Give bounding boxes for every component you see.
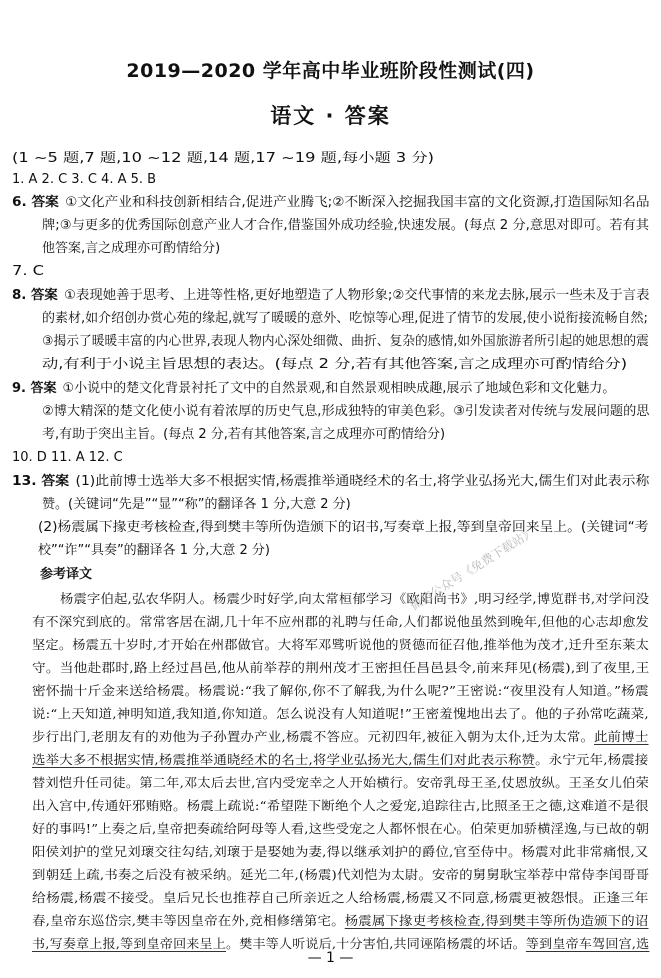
translation-line xyxy=(32,705,649,722)
page-subtitle: 语文 · 答案 xyxy=(270,104,391,128)
translation-line xyxy=(32,866,649,883)
translation-line xyxy=(32,843,648,860)
translation-line xyxy=(60,590,649,607)
answer-text: ①表现她善于思考、上进等性格,更好地塑造了人物形象;②交代事情的来龙去脉,展示一些未及于言表 xyxy=(63,288,650,303)
translation-text: 书,写奏章上报,等到皇帝回来呈上。樊丰等人听说后,十分害怕,共同诬陷杨震的坏话。等到皇帝车驾回宫,选 xyxy=(32,936,650,951)
answer-line xyxy=(42,426,445,443)
answer-label: 13. 答案 xyxy=(12,474,70,489)
answer-text: 动,有利于小说主旨思想的表达。(每点 2 分,若有其他答案,言之成理亦可酌情给分) xyxy=(42,357,628,372)
underlined-phrase: 选举大多不根据实情,杨震推举通晓经术的名士,将学业弘扬光大,儒生们对此表示称赞 xyxy=(32,752,536,767)
answer-line xyxy=(12,380,615,397)
answer-label: 6. 答案 xyxy=(12,195,59,210)
answer-text: 校”“诈”“具奏”的翻译各 1 分,大意 2 分) xyxy=(38,543,270,558)
answer-line xyxy=(42,496,351,513)
translation-text: 密怀揣十斤金来送给杨震。杨震说:“我了解你,你不了解我,为什么呢?”王密说:“夜里没有人知道。”杨震 xyxy=(32,683,649,698)
answer-text: ②博大精深的楚文化使小说有着浓厚的历史气息,形成独特的审美色彩。③引发读者对传统与发展问题的思 xyxy=(42,404,650,419)
underlined-phrase: 杨震属下掾吏考核检查,得到樊丰等所伪造颁下的诏 xyxy=(344,913,649,928)
answer-line xyxy=(12,263,44,280)
translation-text: 春,皇帝东巡岱宗,樊丰等因皇帝在外,竞相修缮第宅。杨震属下掾吏考核检查,得到樊丰等所伪造颁下的诏 xyxy=(32,913,649,928)
answer-line xyxy=(40,566,92,583)
answer-text: 考,有助于突出主旨。(每点 2 分,若有其他答案,言之成理亦可酌情给分) xyxy=(42,427,446,442)
answer-text: ①小说中的楚文化背景衬托了文中的自然景观,和自然景观相映成趣,展示了地域色彩和文化魅力。 xyxy=(62,381,616,396)
answer-line xyxy=(38,519,649,536)
translation-text: 说:“上天知道,神明知道,我知道,你知道。怎么说没有人知道呢!”王密羞愧地出去了。他的子孙常吃蔬菜, xyxy=(32,706,649,721)
answer-line xyxy=(42,217,649,234)
answer-label: 9. 答案 xyxy=(12,381,57,396)
answer-line xyxy=(42,240,220,257)
watermark: 微信公众号《免费下载站》 xyxy=(407,524,538,614)
answer-line xyxy=(12,171,156,188)
answer-line xyxy=(12,449,123,466)
translation-line xyxy=(32,613,649,630)
underlined-phrase: 等到皇帝车驾回宫,选 xyxy=(525,936,650,951)
translation-text: 守。当他赴郡时,路上经过昌邑,他从前举荐的荆州茂才王密担任昌邑县令,前来拜见(杨震),到了夜里,王 xyxy=(32,660,650,675)
translation-line xyxy=(32,889,649,906)
page-number: — 1 — xyxy=(307,950,354,966)
page-title: 2019—2020 学年高中毕业班阶段性测试(四) xyxy=(126,60,535,82)
translation-text: 给杨震,杨震不接受。皇后兄长也推荐自己所亲近之人给杨震,杨震又不同意,杨震更被怨恨。正逢三年 xyxy=(32,890,649,905)
translation-text: 选举大多不根据实情,杨震推举通晓经术的名士,将学业弘扬光大,儒生们对此表示称赞。永宁元年,杨震接 xyxy=(32,752,649,767)
answer-label: 8. 答案 xyxy=(12,288,58,303)
answer-line xyxy=(42,403,649,420)
translation-text: 步行出门,老朋友有的劝他为子孙置办产业,杨震不答应。元初四年,被征入朝为太仆,迁为太常。此前博士 xyxy=(32,729,649,744)
answer-text: 牌;③与更多的优秀国际创意产业人才合作,借鉴国外成功经验,快速发展。(每点 2 分,意思对即可。若有其 xyxy=(42,218,650,233)
answer-line xyxy=(42,310,648,327)
answer-text: 1. A 2. C 3. C 4. A 5. B xyxy=(12,172,157,187)
translation-line xyxy=(32,636,649,653)
answer-text: 赞。(关键词“先是”“显”“称”的翻译各 1 分,大意 2 分) xyxy=(42,497,351,512)
answer-line xyxy=(12,150,434,167)
translation-text: 坚定。杨震五十岁时,才开始在州郡做官。大将军邓骘听说他的贤德而征召他,推举他为茂才,迁升至东莱太 xyxy=(32,637,650,652)
answer-line xyxy=(12,473,649,490)
translation-line xyxy=(32,659,649,676)
answer-line xyxy=(42,356,627,373)
translation-text: 杨震字伯起,弘农华阴人。杨震少时好学,向太常桓郁学习《欧阳尚书》,明习经学,博览群书,对学问没 xyxy=(60,591,650,606)
answer-text: 7. C xyxy=(12,264,45,279)
translation-text: 出入宫中,传通奸邪贿赂。杨震上疏说:“希望陛下断绝个人之爱宠,追踪往古,比照圣王之德,这难道不是很 xyxy=(32,798,649,813)
translation-text: 阳侯刘护的堂兄刘瓌交往勾结,刘瓌于是娶她为妻,得以继承刘护的爵位,官至侍中。杨震对此非常痛恨,又 xyxy=(32,844,649,859)
translation-line xyxy=(32,820,649,837)
answer-line xyxy=(12,287,649,304)
answer-line xyxy=(38,542,270,559)
underlined-phrase: 此前博士 xyxy=(594,729,649,744)
answer-line xyxy=(42,333,649,350)
answer-text: (1)此前博士选举大多不根据实情,杨震推举通晓经术的名士,将学业弘扬光大,儒生们对此表示称 xyxy=(75,474,650,489)
answer-line xyxy=(12,194,650,211)
answer-text: 的素材,如介绍创办赏心苑的缘起,就写了暖暖的意外、吃惊等心理,促进了情节的发展,使小说衔接流畅自然; xyxy=(42,311,648,326)
answer-text: 参考译文 xyxy=(40,567,93,582)
translation-text: 有不深究到底的。常常客居在湖,几十年不应州郡的礼聘与任命,人们都说他虽然到晚年,但他的心志却愈发 xyxy=(32,614,650,629)
translation-text: 到朝廷上疏,书奏之后没有被采纳。延光二年,(杨震)代刘恺为太尉。安帝的舅舅耿宝举荐中常侍李闰哥哥 xyxy=(32,867,650,882)
answer-text: (1 ~5 题,7 题,10 ~12 题,14 题,17 ~19 题,每小题 3 分) xyxy=(12,151,435,166)
translation-line xyxy=(32,797,649,814)
translation-text: 替刘恺升任司徒。第二年,邓太后去世,宫内受宠幸之人开始横行。安帝乳母王圣,仗恩放纵。王圣女儿伯荣 xyxy=(32,775,650,790)
answer-text: ①文化产业和科技创新相结合,促进产业腾飞;②不断深入挖掘我国丰富的文化资源,打造国际知名品 xyxy=(65,195,650,210)
translation-line xyxy=(32,682,649,699)
underlined-phrase: 书,写奏章上报,等到皇帝回来呈上 xyxy=(32,936,227,951)
translation-line xyxy=(32,751,648,768)
answer-text: ③揭示了暖暖丰富的内心世界,表现人物内心深处细微、曲折、复杂的感情,如外国旅游者所引起的她思想的震 xyxy=(42,334,649,349)
answer-text: (2)杨震属下掾吏考核检查,得到樊丰等所伪造颁下的诏书,写奏章上报,等到皇帝回来呈上。(关键词“考 xyxy=(38,520,649,535)
translation-text: 好的事吗!”上奏之后,皇帝把奏疏给阿母等人看,这些受宠之人都怀恨在心。伯荣更加骄横淫逸,与已故的朝 xyxy=(32,821,650,836)
translation-line xyxy=(32,912,648,929)
translation-line xyxy=(32,774,649,791)
answer-text: 10. D 11. A 12. C xyxy=(12,450,123,465)
translation-line xyxy=(32,728,648,745)
answer-text: 他答案,言之成理亦可酌情给分) xyxy=(42,241,221,256)
